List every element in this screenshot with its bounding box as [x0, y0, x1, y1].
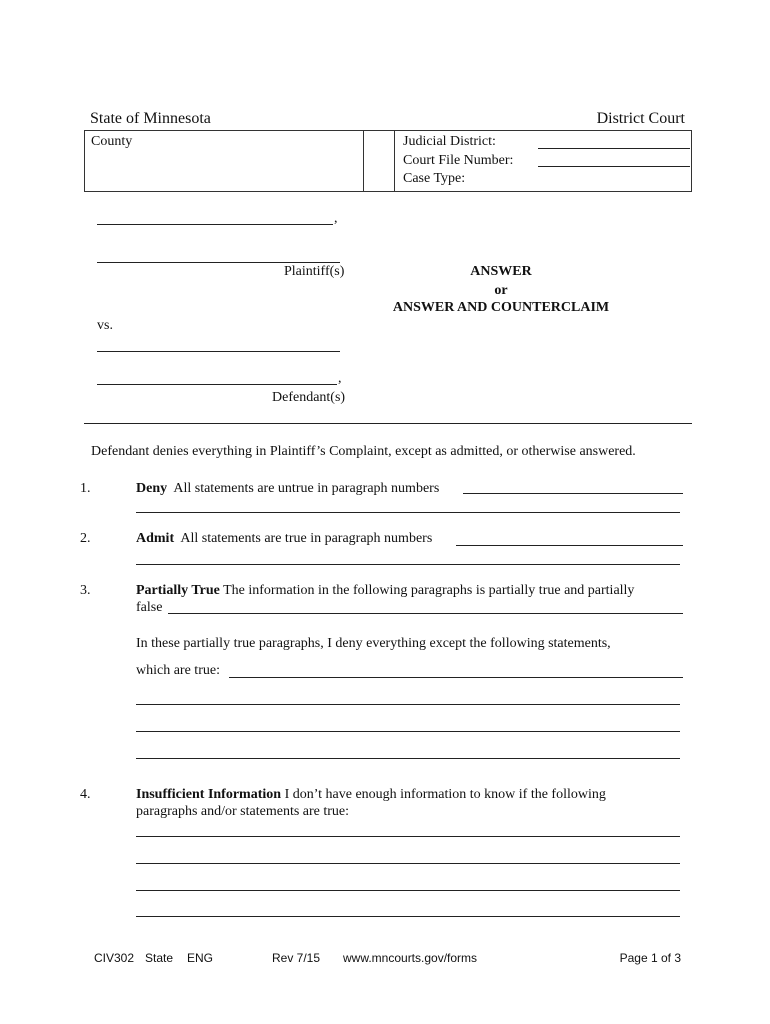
plaintiff-comma: , [334, 211, 338, 226]
intro-text: Defendant denies everything in Plaintiff’s Complaint, except as admitted, or otherwise answered. [91, 444, 636, 459]
defendant-comma: , [338, 371, 342, 386]
item-2-body: All statements are true in paragraph numbers [180, 531, 433, 546]
case-type-label: Case Type: [403, 171, 466, 186]
item-3-sub-1: In these partially true paragraphs, I deny everything except the following statements, [136, 636, 611, 651]
court-label: District Court [596, 110, 685, 127]
footer-jurisdiction: State [145, 951, 174, 965]
footer-revision: Rev 7/15 [272, 951, 321, 965]
item-4-text [136, 787, 696, 803]
item-3-heading: Partially True [136, 583, 220, 598]
item-3-field-true-inline[interactable] [229, 677, 683, 678]
item-2-text [136, 531, 432, 547]
title-answer-counterclaim: ANSWER AND COUNTERCLAIM [392, 300, 610, 315]
item-2-field-2[interactable] [136, 564, 680, 565]
footer-page-number: Page 1 of 3 [619, 951, 681, 965]
item-2-field-inline[interactable] [456, 545, 683, 546]
title-or: or [494, 283, 508, 298]
header-divider-right [394, 131, 395, 191]
defendant-name-field-1[interactable] [97, 351, 340, 352]
item-4-body: I don’t have enough information to know if the following [284, 787, 606, 802]
item-4-heading: Insufficient Information [136, 787, 282, 802]
judicial-district-field[interactable] [538, 148, 690, 149]
item-1-body: All statements are untrue in paragraph numbers [173, 481, 440, 496]
item-2-heading: Admit [136, 531, 175, 546]
item-3-body-2: false [136, 600, 163, 615]
defendant-name-field-2[interactable] [97, 384, 337, 385]
item-3-field-4[interactable] [136, 731, 680, 732]
item-4-field-1[interactable] [136, 836, 680, 837]
county-label: County [91, 134, 133, 149]
court-file-number-label: Court File Number: [403, 153, 514, 168]
item-1-field-2[interactable] [136, 512, 680, 513]
item-3-body: The information in the following paragraphs is partially true and partially [223, 583, 635, 598]
item-1-number: 1. [80, 481, 91, 496]
item-4-field-4[interactable] [136, 916, 680, 917]
footer-form-id: CIV302 [94, 951, 135, 965]
item-4-field-3[interactable] [136, 890, 680, 891]
item-4-field-2[interactable] [136, 863, 680, 864]
item-1-text [136, 481, 439, 497]
item-4-number: 4. [80, 787, 91, 802]
footer-language: ENG [187, 951, 214, 965]
defendant-label: Defendant(s) [272, 390, 346, 405]
item-1-field-inline[interactable] [463, 493, 683, 494]
caption-divider [84, 423, 692, 424]
plaintiff-name-field-2[interactable] [97, 262, 340, 263]
judicial-district-label: Judicial District: [403, 134, 496, 149]
plaintiff-name-field-1[interactable] [97, 224, 333, 225]
court-file-number-field[interactable] [538, 166, 690, 167]
item-1-heading: Deny [136, 481, 168, 496]
item-3-field-inline[interactable] [168, 613, 683, 614]
footer-url[interactable]: www.mncourts.gov/forms [343, 951, 478, 965]
item-2-number: 2. [80, 531, 91, 546]
item-3-field-5[interactable] [136, 758, 680, 759]
item-3-sub-2: which are true: [136, 663, 220, 678]
plaintiff-label: Plaintiff(s) [284, 264, 345, 279]
header-divider-left [363, 131, 364, 191]
state-label: State of Minnesota [90, 110, 211, 127]
item-3-field-3[interactable] [136, 704, 680, 705]
title-answer: ANSWER [470, 264, 532, 279]
item-3-number: 3. [80, 583, 91, 598]
vs-label: vs. [97, 318, 113, 333]
item-4-body-2: paragraphs and/or statements are true: [136, 804, 350, 819]
header-box [84, 130, 692, 192]
item-3-text [136, 583, 696, 599]
